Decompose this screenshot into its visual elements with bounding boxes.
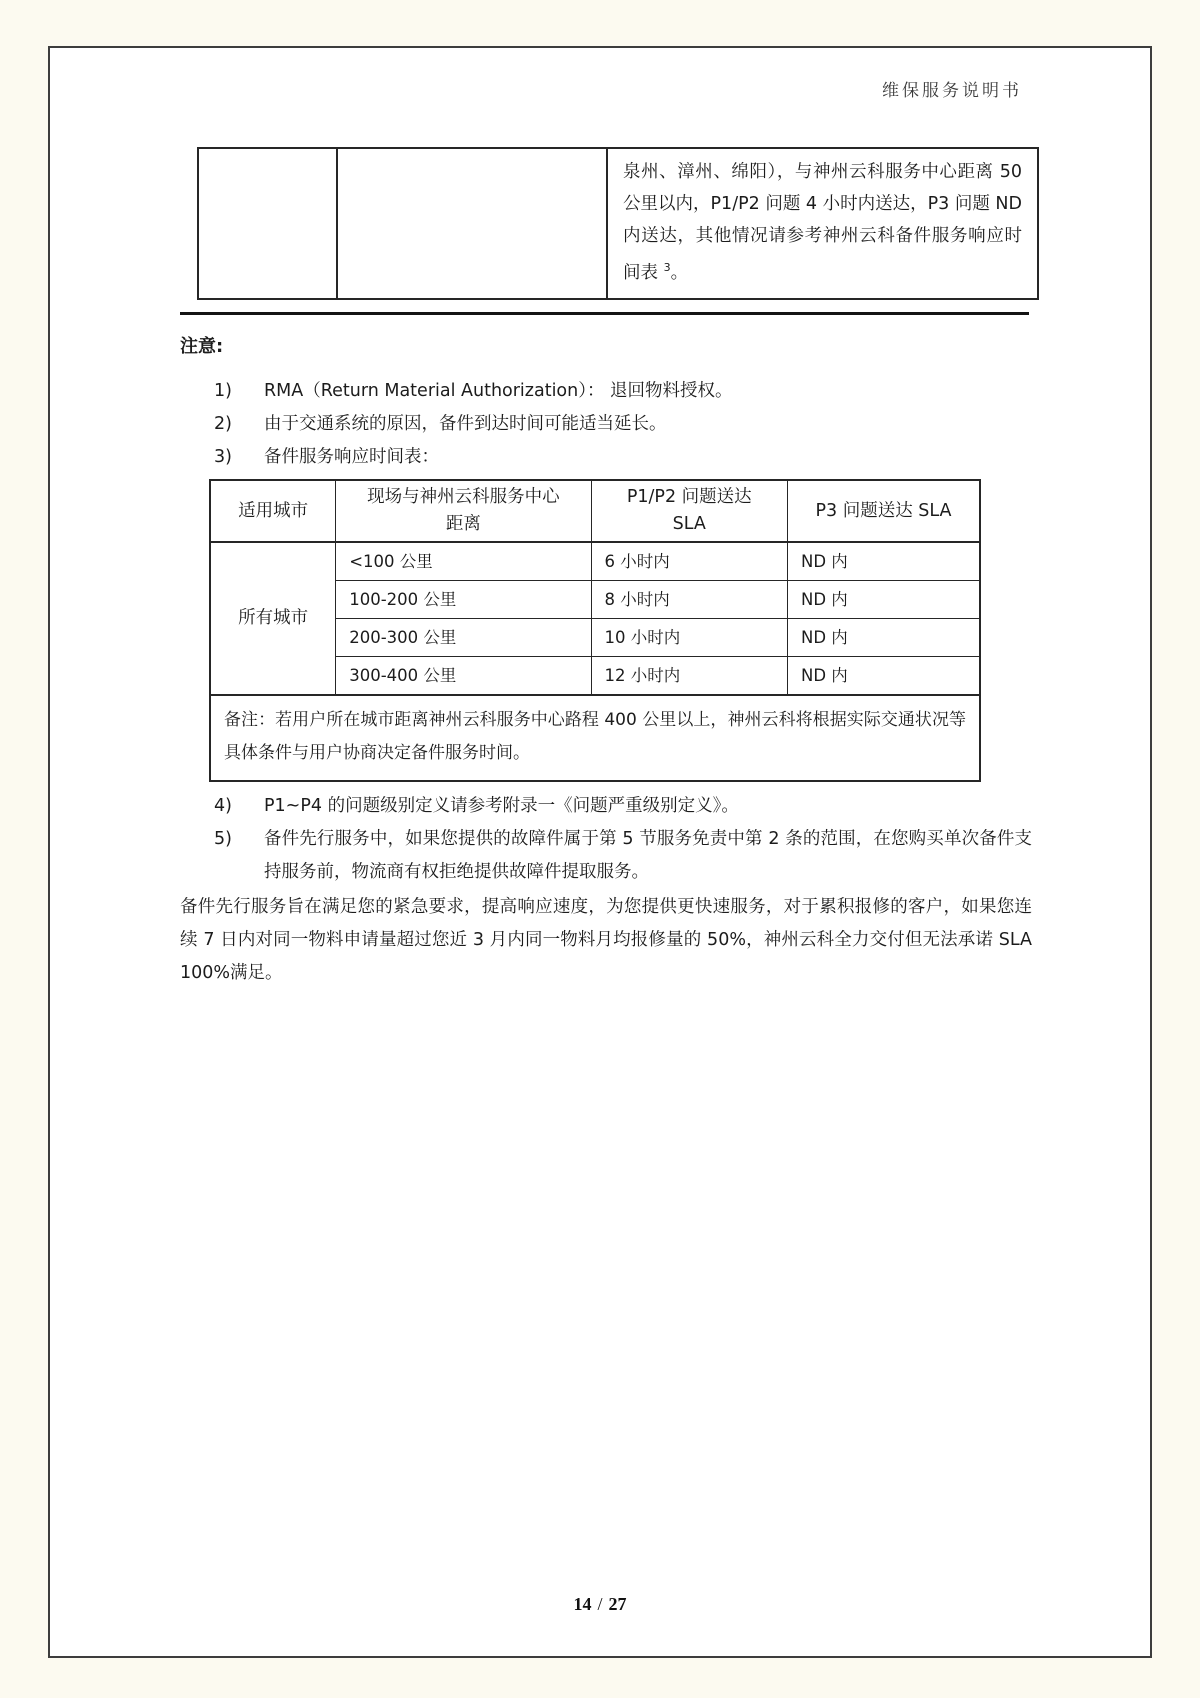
cell-p12-sla: 10 小时内 (591, 619, 787, 657)
list-item-text: 备件先行服务中，如果您提供的故障件属于第 5 节服务免责中第 2 条的范围，在您购买单次备件支持服务前，物流商有权拒绝提供故障件提取服务。 (264, 829, 1032, 882)
header-applicable-cities (210, 480, 336, 542)
delivery-terms-period: 。 (670, 262, 689, 283)
list-item-number: 5) (214, 829, 232, 849)
header-p3-sla (787, 480, 980, 542)
page-header-title: 维保服务说明书 (882, 81, 1022, 100)
document-page (48, 46, 1152, 1658)
page-number-separator: / (597, 1594, 603, 1614)
cell-distance: 100-200 公里 (336, 581, 591, 619)
list-item-text: 备件服务响应时间表： (264, 447, 439, 467)
list-item-text: 由于交通系统的原因，备件到达时间可能适当延长。 (264, 414, 667, 434)
list-item-number: 1) (214, 381, 232, 401)
cell-distance: 300-400 公里 (336, 657, 591, 696)
cell-p3-sla: ND 内 (787, 657, 980, 696)
table-cell-empty-2 (338, 149, 608, 298)
list-item-sla-table-intro (180, 441, 1032, 474)
footnote-ref-3: 3 (663, 261, 671, 274)
table-cell-delivery-terms (608, 149, 1037, 298)
cell-p12-sla: 6 小时内 (591, 542, 787, 581)
list-item-rma (180, 375, 1032, 408)
header-line: SLA (672, 514, 706, 534)
notes-section (180, 330, 1032, 990)
list-item-severity-definition (180, 790, 1032, 823)
cell-p12-sla: 8 小时内 (591, 581, 787, 619)
header-line: 现场与神州云科服务中心 (367, 487, 560, 507)
list-item-advance-parts-disclaimer (180, 823, 1032, 889)
list-item-number: 3) (214, 447, 232, 467)
page-footer (50, 1594, 1150, 1615)
list-item-text: P1~P4 的问题级别定义请参考附录一《问题严重级别定义》。 (264, 796, 739, 816)
section-divider-rule (180, 312, 1029, 315)
notice-heading: 注意: (180, 336, 224, 357)
header-line: 适用城市 (238, 500, 309, 521)
spare-parts-delivery-table-fragment (197, 147, 1039, 300)
list-item-number: 2) (214, 414, 232, 434)
cell-distance: 200-300 公里 (336, 619, 591, 657)
list-item-traffic-delay (180, 408, 1032, 441)
cell-table-note: 备注：若用户所在城市距离神州云科服务中心路程 400 公里以上，神州云科将根据实际交通状况等具体条件与用户协商决定备件服务时间。 (210, 695, 980, 781)
cell-p3-sla: ND 内 (787, 542, 980, 581)
cell-city-group: 所有城市 (210, 542, 336, 695)
spare-parts-sla-table (209, 479, 981, 782)
list-item-number: 4) (214, 796, 232, 816)
header-line: P3 问题送达 SLA (815, 500, 952, 521)
header-line: P1/P2 问题送达 (626, 487, 752, 507)
list-item-text: RMA（Return Material Authorization）： 退回物料授权。 (264, 381, 733, 401)
table-cell-empty-1 (199, 149, 338, 298)
cell-distance: <100 公里 (336, 542, 591, 581)
closing-paragraph: 备件先行服务旨在满足您的紧急要求，提高响应速度，为您提供更快速服务，对于累积报修的客户，如果您连续 7 日内对同一物料申请量超过您近 3 月内同一物料月均报修量的 50%，神州云科全力交付但无法承诺 SLA 100%满足。 (180, 897, 1032, 983)
header-line: 距离 (445, 514, 481, 534)
page-number-current: 14 (573, 1594, 592, 1614)
sla-table-header-row (210, 480, 980, 542)
delivery-terms-text: 泉州、漳州、绵阳），与神州云科服务中心距离 50 公里以内，P1/P2 问题 4 小时内送达，P3 问题 ND 内送达，其他情况请参考神州云科备件服务响应时间表 (623, 162, 1022, 283)
cell-p12-sla: 12 小时内 (591, 657, 787, 696)
header-distance (336, 480, 591, 542)
table-note-row (210, 695, 980, 781)
header-p1p2-sla (591, 480, 787, 542)
table-row (210, 542, 980, 581)
page-number-total: 27 (608, 1594, 627, 1614)
cell-p3-sla: ND 内 (787, 581, 980, 619)
cell-p3-sla: ND 内 (787, 619, 980, 657)
